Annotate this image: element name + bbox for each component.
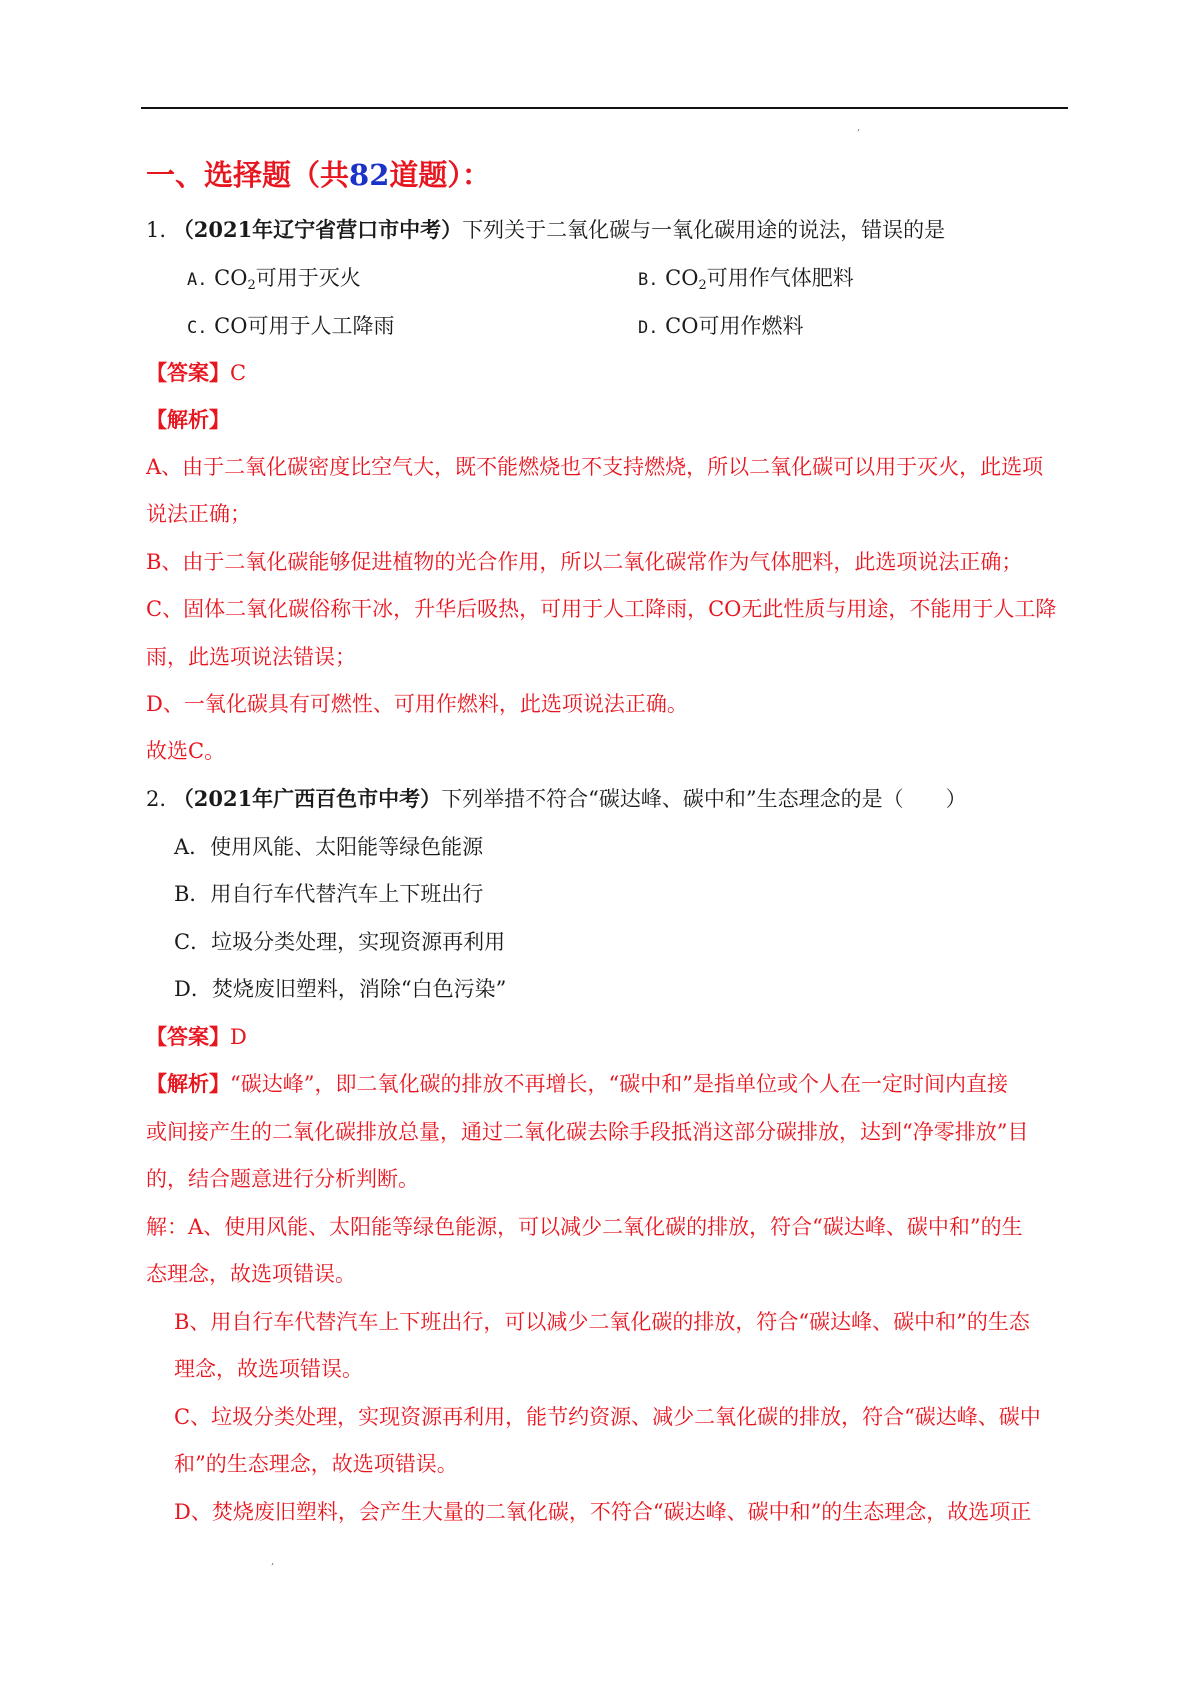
q1-analysis-label: 【解析】 bbox=[146, 407, 230, 432]
q1-option-c: C. CO可用于人工降雨 bbox=[187, 314, 395, 338]
q2-analysis-line: B、用自行车代替汽车上下班出行，可以减少二氧化碳的排放，符合“碳达峰、碳中和”的生态 bbox=[174, 1310, 1030, 1334]
q1-option-d: D. CO可用作燃料 bbox=[638, 314, 804, 338]
q1-option-a: A. $CO_2$可用于灭火 bbox=[187, 266, 361, 293]
q2-analysis-line: 理念，故选项错误。 bbox=[174, 1357, 363, 1381]
q1-answer: 【答案】C bbox=[146, 360, 247, 385]
q2-option-b: B．用自行车代替汽车上下班出行 bbox=[174, 882, 484, 906]
question-1-source: （2021年辽宁省营口市中考） bbox=[172, 217, 463, 242]
q2-analysis-line: 和”的生态理念，故选项错误。 bbox=[174, 1452, 458, 1476]
q2-option-a: A．使用风能、太阳能等绿色能源 bbox=[174, 835, 484, 859]
q1-analysis-line: D、一氧化碳具有可燃性、可用作燃料，此选项说法正确。 bbox=[146, 692, 688, 716]
q2-answer: 【答案】D bbox=[146, 1024, 247, 1049]
q1-analysis-line: A、由于二氧化碳密度比空气大，既不能燃烧也不支持燃烧，所以二氧化碳可以用于灭火，此选项 bbox=[146, 455, 1044, 479]
format-mark: ‚ bbox=[857, 122, 861, 133]
q2-analysis-line: 或间接产生的二氧化碳排放总量，通过二氧化碳去除手段抵消这部分碳排放，达到“净零排放”目 bbox=[146, 1120, 1029, 1144]
question-2-source: （2021年广西百色市中考） bbox=[172, 786, 442, 811]
section-heading: 一、选择题（共82道题）： bbox=[146, 158, 491, 192]
format-mark: ‚ bbox=[271, 1556, 275, 1567]
q2-option-d: D．焚烧废旧塑料，消除“白色污染” bbox=[174, 977, 507, 1001]
q1-analysis-line: 雨，此选项说法错误； bbox=[146, 645, 356, 669]
question-count: 82 bbox=[349, 158, 390, 192]
q1-analysis-line: B、由于二氧化碳能够促进植物的光合作用，所以二氧化碳常作为气体肥料，此选项说法正确； bbox=[146, 550, 1023, 574]
q2-analysis-first-line: 【解析】“碳达峰”，即二氧化碳的排放不再增长，“碳中和”是指单位或个人在一定时间内直接 bbox=[146, 1071, 1008, 1096]
question-2-stem: 2. （2021年广西百色市中考）下列举措不符合“碳达峰、碳中和”生态理念的是（ ） bbox=[146, 786, 967, 811]
q1-analysis-line: C、固体二氧化碳俗称干冰，升华后吸热，可用于人工降雨，CO无此性质与用途，不能用于人工降 bbox=[146, 597, 1057, 621]
q1-conclusion: 故选C。 bbox=[146, 739, 226, 763]
q2-analysis-line: 的，结合题意进行分析判断。 bbox=[146, 1167, 419, 1191]
q2-analysis-line: 解：A、使用风能、太阳能等绿色能源，可以减少二氧化碳的排放，符合“碳达峰、碳中和”的生 bbox=[146, 1215, 1023, 1239]
q2-analysis-line: D、焚烧废旧塑料，会产生大量的二氧化碳，不符合“碳达峰、碳中和”的生态理念，故选项正 bbox=[174, 1500, 1032, 1524]
q1-option-b: B. $CO_2$可用作气体肥料 bbox=[638, 266, 854, 293]
q2-analysis-line: 态理念，故选项错误。 bbox=[146, 1262, 356, 1286]
q2-analysis-line: C、垃圾分类处理，实现资源再利用，能节约资源、减少二氧化碳的排放，符合“碳达峰、碳中 bbox=[174, 1405, 1041, 1429]
q2-analysis-label: 【解析】 bbox=[146, 1071, 230, 1096]
header-rule bbox=[141, 107, 1068, 109]
question-1-stem: 1. （2021年辽宁省营口市中考）下列关于二氧化碳与一氧化碳用途的说法，错误的是 bbox=[146, 217, 946, 242]
q1-analysis-line: 说法正确； bbox=[146, 502, 251, 526]
q2-option-c: C．垃圾分类处理，实现资源再利用 bbox=[174, 930, 506, 954]
